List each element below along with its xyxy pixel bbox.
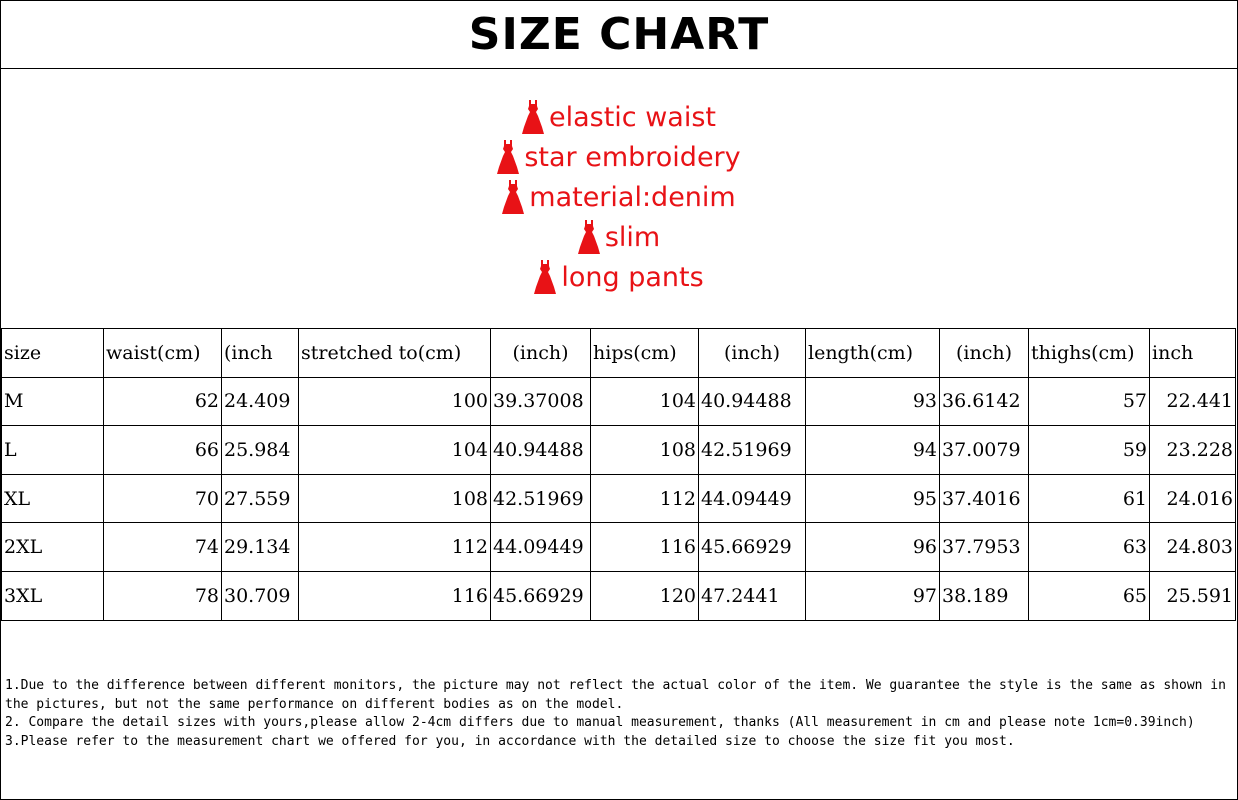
column-header: size: [2, 329, 104, 378]
column-header: thighs(cm): [1029, 329, 1150, 378]
feature-text: star embroidery: [524, 141, 741, 173]
column-header: (inch): [491, 329, 591, 378]
table-cell: 44.09449: [699, 474, 806, 523]
table-cell: 24.409: [222, 377, 299, 426]
table-cell: 38.189: [940, 571, 1029, 620]
dress-icon: [502, 179, 524, 215]
size-cell: XL: [2, 474, 104, 523]
table-cell: 42.51969: [699, 426, 806, 475]
table-row: [2, 474, 1236, 523]
table-cell: 108: [591, 426, 699, 475]
table-cell: 22.441: [1150, 377, 1236, 426]
table-row: [2, 571, 1236, 620]
table-cell: 37.7953: [940, 523, 1029, 572]
table-row: [2, 426, 1236, 475]
table-cell: 94: [806, 426, 940, 475]
table-header-row: [2, 329, 1236, 378]
table-cell: 62: [104, 377, 222, 426]
table-cell: 61: [1029, 474, 1150, 523]
feature-text: slim: [604, 221, 661, 253]
table-cell: 36.6142: [940, 377, 1029, 426]
column-header: stretched to(cm): [299, 329, 491, 378]
table-cell: 37.0079: [940, 426, 1029, 475]
column-header: length(cm): [806, 329, 940, 378]
feature-item: [1, 217, 1237, 257]
table-cell: 78: [104, 571, 222, 620]
feature-list: [1, 97, 1237, 297]
feature-text: material:denim: [529, 181, 736, 213]
dress-icon: [534, 259, 556, 295]
table-cell: 45.66929: [491, 571, 591, 620]
table-cell: 74: [104, 523, 222, 572]
table-cell: 63: [1029, 523, 1150, 572]
table-cell: 47.2441: [699, 571, 806, 620]
feature-item: [1, 137, 1237, 177]
table-cell: 25.591: [1150, 571, 1236, 620]
table-cell: 96: [806, 523, 940, 572]
table-cell: 97: [806, 571, 940, 620]
table-cell: 27.559: [222, 474, 299, 523]
table-cell: 44.09449: [491, 523, 591, 572]
dress-icon: [578, 219, 600, 255]
notes-section: [5, 677, 1233, 751]
table-cell: 57: [1029, 377, 1150, 426]
table-cell: 24.016: [1150, 474, 1236, 523]
feature-item: [1, 97, 1237, 137]
feature-item: [1, 177, 1237, 217]
note-item: 1.Due to the difference between different monitors, the picture may not reflect the actual color of the item. We guarantee the style is the same as shown in the pictures, but not the same performance on different bodies as on the model.: [5, 678, 1226, 712]
column-header: inch: [1150, 329, 1236, 378]
table-cell: 37.4016: [940, 474, 1029, 523]
table-cell: 39.37008: [491, 377, 591, 426]
size-cell: 3XL: [2, 571, 104, 620]
dress-icon: [497, 139, 519, 175]
table-cell: 104: [299, 426, 491, 475]
feature-item: [1, 257, 1237, 297]
feature-text: elastic waist: [548, 101, 717, 133]
table-cell: 40.94488: [699, 377, 806, 426]
table-cell: 45.66929: [699, 523, 806, 572]
table-cell: 108: [299, 474, 491, 523]
column-header: hips(cm): [591, 329, 699, 378]
table-cell: 112: [591, 474, 699, 523]
table-cell: 23.228: [1150, 426, 1236, 475]
note-item: 2. Compare the detail sizes with yours,please allow 2-4cm differs due to manual measurement, thanks (All measurement in cm and please note 1cm=0.39inch): [5, 715, 1195, 730]
size-cell: L: [2, 426, 104, 475]
table-cell: 42.51969: [491, 474, 591, 523]
table-cell: 40.94488: [491, 426, 591, 475]
table-cell: 70: [104, 474, 222, 523]
column-header: (inch): [940, 329, 1029, 378]
table-cell: 116: [299, 571, 491, 620]
table-cell: 100: [299, 377, 491, 426]
table-cell: 66: [104, 426, 222, 475]
table-row: [2, 523, 1236, 572]
table-cell: 112: [299, 523, 491, 572]
note-item: 3.Please refer to the measurement chart we offered for you, in accordance with the detailed size to choose the size fit you most.: [5, 733, 1015, 749]
table-cell: 95: [806, 474, 940, 523]
column-header: waist(cm): [104, 329, 222, 378]
table-cell: 104: [591, 377, 699, 426]
title-band: [1, 1, 1237, 69]
dress-icon: [522, 99, 544, 135]
feature-text: long pants: [561, 261, 704, 293]
table-cell: 25.984: [222, 426, 299, 475]
page-title: SIZE CHART: [468, 9, 770, 60]
table-cell: 30.709: [222, 571, 299, 620]
table-cell: 24.803: [1150, 523, 1236, 572]
size-cell: M: [2, 377, 104, 426]
table-cell: 93: [806, 377, 940, 426]
column-header: (inch): [699, 329, 806, 378]
size-table: [1, 328, 1236, 621]
table-cell: 120: [591, 571, 699, 620]
table-cell: 116: [591, 523, 699, 572]
table-cell: 29.134: [222, 523, 299, 572]
table-cell: 65: [1029, 571, 1150, 620]
table-row: [2, 377, 1236, 426]
size-cell: 2XL: [2, 523, 104, 572]
column-header: (inch: [222, 329, 299, 378]
table-cell: 59: [1029, 426, 1150, 475]
